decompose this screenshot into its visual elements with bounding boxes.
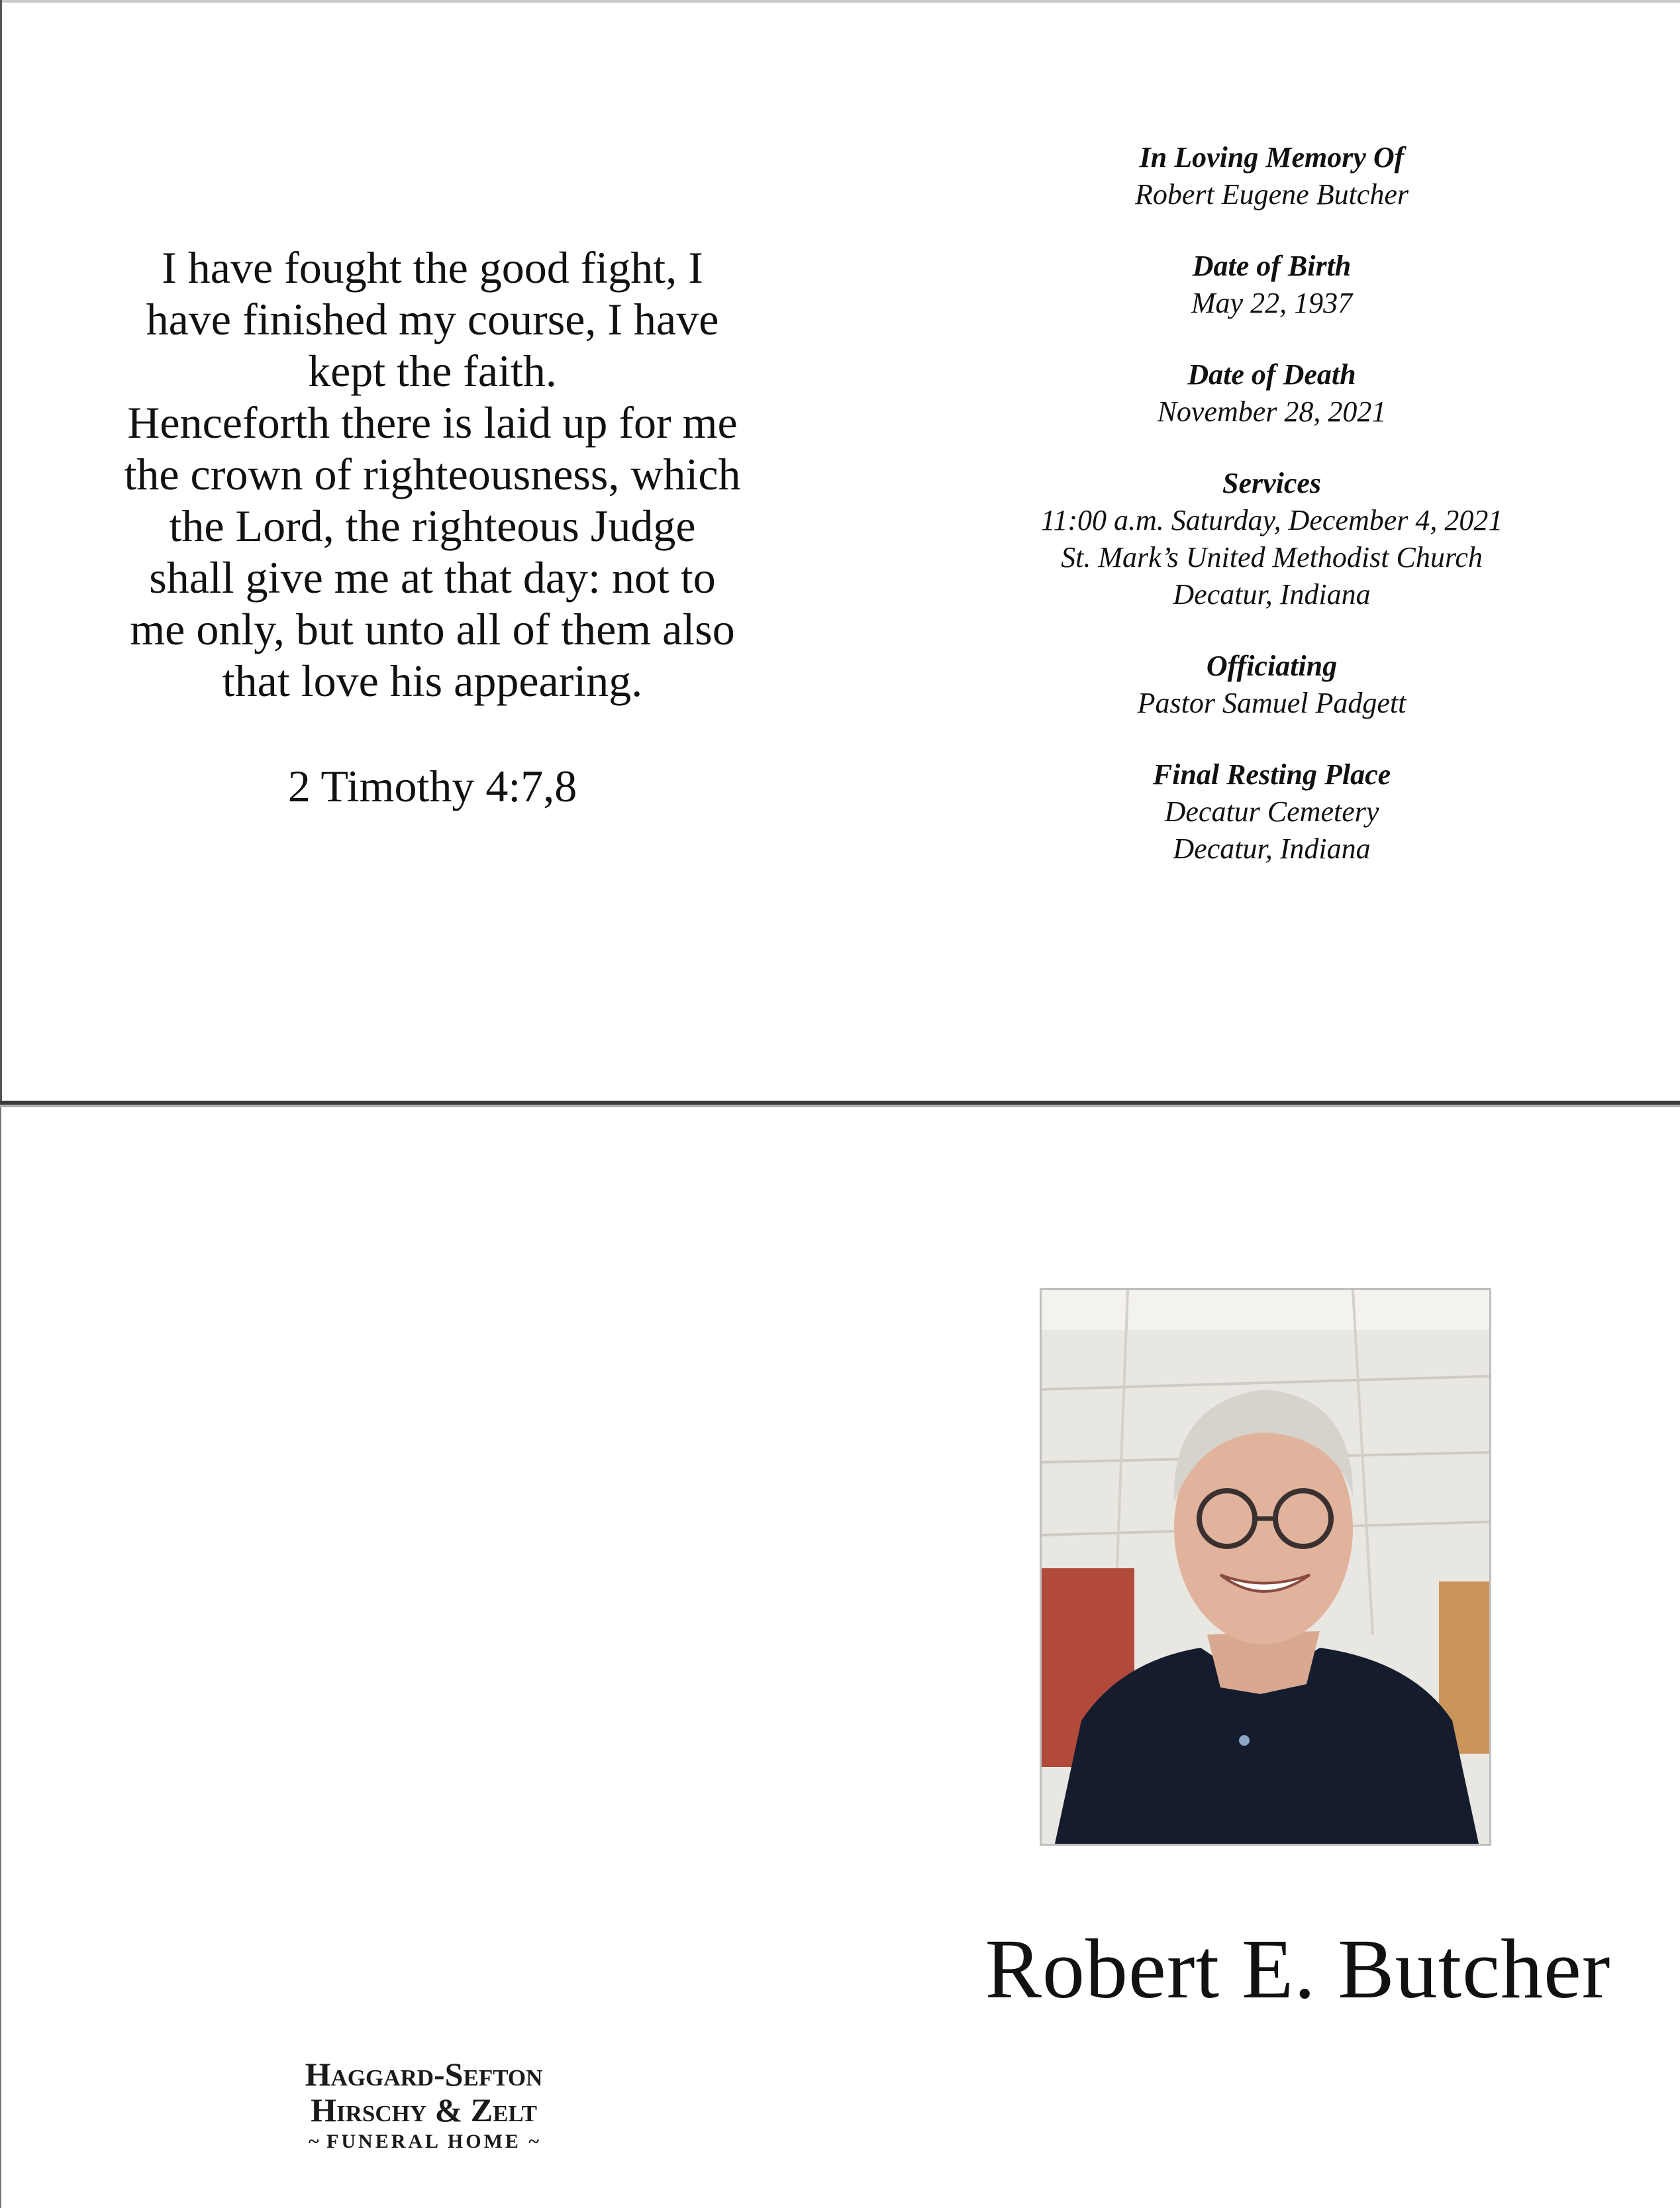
memory-block — [962, 139, 1581, 213]
scripture-verse — [75, 242, 790, 707]
detail-heading: Date of Birth — [1192, 250, 1352, 282]
detail-heading: In Loving Memory Of — [1139, 141, 1405, 174]
detail-line: Decatur, Indiana — [1173, 578, 1371, 611]
detail-line: 11:00 a.m. Saturday, December 4, 2021 — [1040, 504, 1503, 536]
detail-heading: Services — [1222, 467, 1322, 499]
detail-line: Pastor Samuel Padgett — [1137, 687, 1407, 719]
verse-line: me only, but unto all of them also — [130, 604, 735, 654]
logo-line: Haggard-Sefton — [305, 2056, 543, 2093]
verse-line: shall give me at that day: not to — [149, 552, 716, 603]
detail-line: Decatur Cemetery — [1164, 795, 1379, 828]
verse-line: the Lord, the righteous Judge — [169, 501, 696, 551]
detail-line: St. Mark’s United Methodist Church — [1061, 541, 1483, 574]
detail-heading: Date of Death — [1187, 358, 1356, 391]
services-block — [962, 465, 1581, 613]
logo-line: Hirschy & Zelt — [311, 2091, 537, 2129]
verse-line: that love his appearing. — [222, 656, 643, 706]
service-details — [962, 139, 1581, 902]
portrait-image — [1042, 1290, 1489, 1844]
verse-line: kept the faith. — [308, 346, 557, 396]
verse-reference: 2 Timothy 4:7,8 — [287, 761, 577, 811]
detail-line: Robert Eugene Butcher — [1135, 178, 1408, 211]
deceased-name: Robert E. Butcher — [985, 1922, 1611, 2016]
detail-line: Decatur, Indiana — [1173, 832, 1371, 865]
logo-line: FUNERAL HOME — [326, 2131, 521, 2152]
detail-line: May 22, 1937 — [1191, 287, 1353, 319]
verse-line: Henceforth there is laid up for me — [127, 397, 738, 448]
funeral-home-logo — [252, 2056, 596, 2156]
verse-line: the crown of righteousness, which — [124, 449, 741, 499]
portrait-photo — [1040, 1288, 1491, 1846]
resting-place-block — [962, 756, 1581, 868]
flourish-left-icon: ~ — [308, 2131, 319, 2152]
detail-heading: Officiating — [1206, 650, 1338, 682]
officiating-block — [962, 648, 1581, 722]
death-block — [962, 356, 1581, 430]
detail-heading: Final Resting Place — [1152, 758, 1391, 791]
detail-line: November 28, 2021 — [1157, 395, 1387, 428]
logo-line-row — [252, 2128, 596, 2156]
birth-block — [962, 248, 1581, 322]
flourish-right-icon: ~ — [528, 2131, 540, 2152]
verse-line: have finished my course, I have — [146, 294, 719, 344]
verse-line: I have fought the good fight, I — [162, 242, 703, 293]
